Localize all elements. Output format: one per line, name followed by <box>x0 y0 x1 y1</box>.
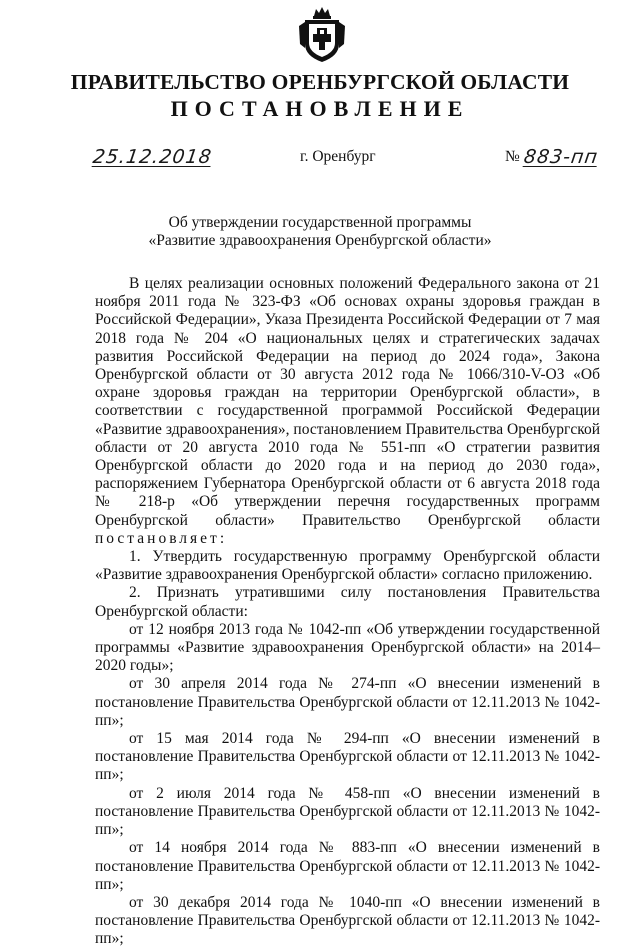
repealed-act-4: от 2 июля 2014 года № 458-пп «О внесении изменений в постановление Правительства Оренбургской области от 12.11.2013 № 1042-пп»; <box>95 784 600 839</box>
document-type: ПОСТАНОВЛЕНИЕ <box>170 96 470 121</box>
preamble-text: В целях реализации основных положений Федерального закона от 21 ноября 2011 года № 323-ФЗ «Об основах охраны здоровья граждан в Российской Федерации», Указа Президента Российской Федерации от 7 мая 2018 года № 204 «О национальных целях и стратегических задачах развития Российской Федерации на период до 2024 года», Закона Оренбургской области от 30 августа 2012 года № 1066/310-V-ОЗ «Об охране здоровья граждан на территории Оренбургской области», в соответствии с государственной программой Российской Федерации «Развитие здравоохранения», постановлением Правительства Оренбургской области от 20 августа 2010 года № 551-пп «О стратегии развития Оренбургской области до 2020 года и на период до 2030 года», распоряжением Губернатора Оренбургской области от 6 августа 2018 года № 218-р «Об утверждении перечня государственных программ Оренбургской области» Правительство Оренбургской области <box>95 275 600 529</box>
preamble-paragraph <box>95 275 600 548</box>
item-1: 1. Утвердить государственную программу Оренбургской области «Развитие здравоохранения Оренбургской области» согласно приложению. <box>95 548 600 584</box>
document-body <box>95 275 600 949</box>
repealed-act-2: от 30 апреля 2014 года № 274-пп «О внесении изменений в постановление Правительства Оренбургской области от 12.11.2013 № 1042-пп»; <box>95 675 600 729</box>
item-2: 2. Признать утратившими силу постановления Правительства Оренбургской области: <box>95 584 600 620</box>
number-label: № <box>505 148 520 165</box>
city: г. Оренбург <box>300 148 376 165</box>
repealed-act-1: от 12 ноября 2013 года № 1042-пп «Об утверждении государственной программы «Развитие здравоохранения Оренбургской области» на 2014–2020 годы»; <box>95 620 600 675</box>
subject-line-1: Об утверждении государственной программы <box>168 214 472 231</box>
coat-of-arms-emblem <box>297 4 347 64</box>
repealed-act-6: от 30 декабря 2014 года № 1040-пп «О внесении изменений в постановление Правительства Оренбургской области от 12.11.2013 № 1042-пп»; <box>95 893 600 948</box>
document-subject <box>0 214 640 250</box>
handwritten-date: 25.12.2018 <box>91 146 214 168</box>
handwritten-document-number: 883-пп <box>522 146 600 168</box>
decree-word: постановляет: <box>95 529 228 547</box>
organization-title: ПРАВИТЕЛЬСТВО ОРЕНБУРГСКОЙ ОБЛАСТИ <box>70 70 570 94</box>
subject-line-2: «Развитие здравоохранения Оренбургской области» <box>148 232 492 249</box>
repealed-act-5: от 14 ноября 2014 года № 883-пп «О внесении изменений в постановление Правительства Оренбургской области от 12.11.2013 № 1042-пп»; <box>95 839 600 893</box>
repealed-act-3: от 15 мая 2014 года № 294-пп «О внесении изменений в постановление Правительства Оренбургской области от 12.11.2013 № 1042-пп»; <box>95 730 600 784</box>
